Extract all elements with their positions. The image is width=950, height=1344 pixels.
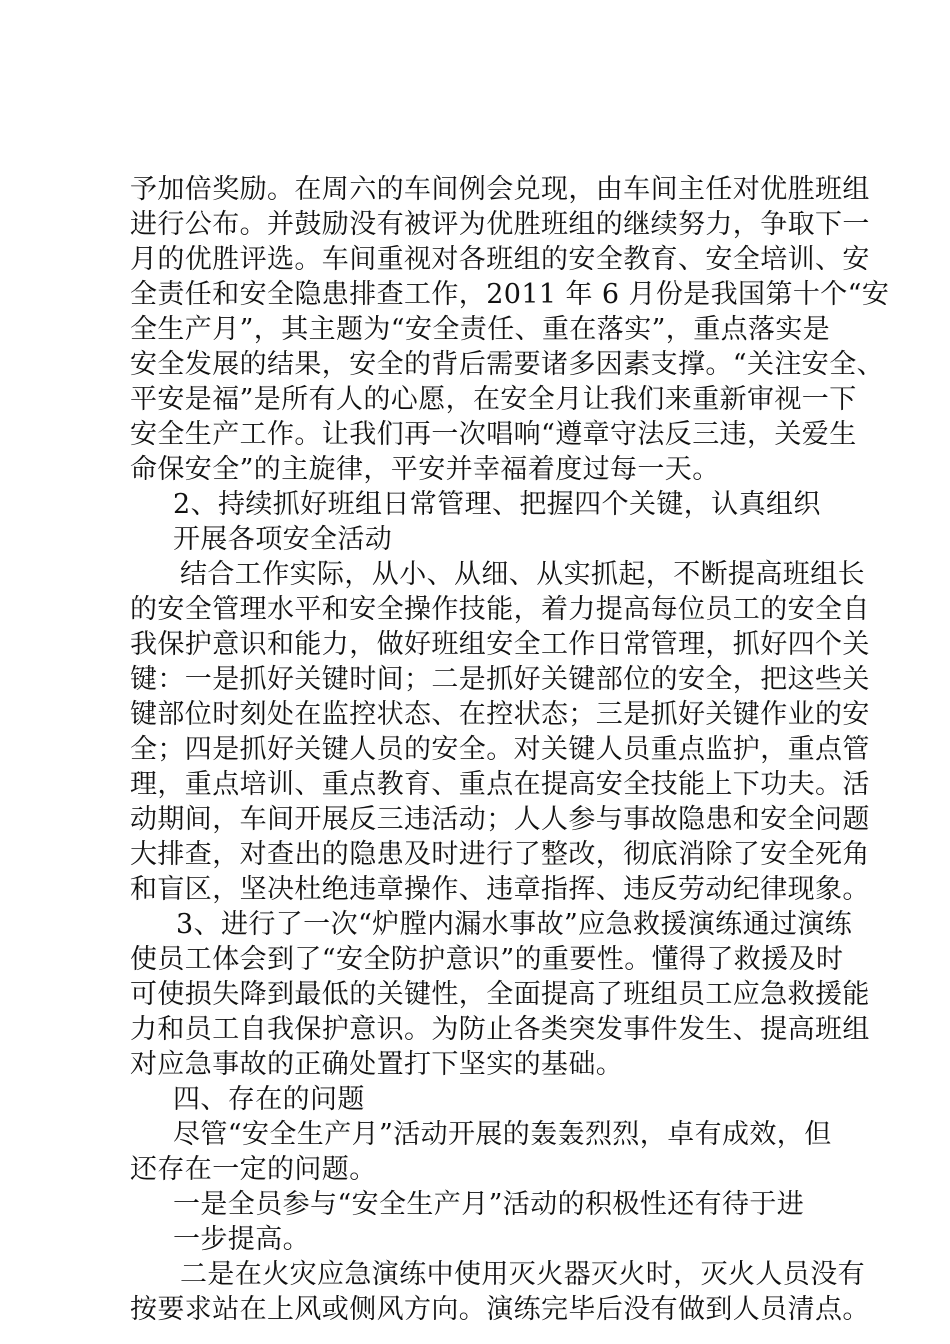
section-heading: 四、存在的问题 (173, 1084, 365, 1115)
text-line: 月的优胜评选。车间重视对各班组的安全教育、安全培训、安 (130, 244, 870, 275)
text-line: 一是全员参与“安全生产月”活动的积极性还有待于进 (173, 1189, 805, 1220)
section-heading: 开展各项安全活动 (173, 524, 393, 555)
text-line: 一步提高。 (173, 1224, 310, 1255)
text-line: 动期间，车间开展反三违活动；人人参与事故隐患和安全问题 (130, 804, 870, 835)
text-line: 可使损失降到最低的关键性，全面提高了班组员工应急救援能 (130, 979, 870, 1010)
text-line: 的安全管理水平和安全操作技能，着力提高每位员工的安全自 (130, 594, 870, 625)
text-line: 安全发展的结果，安全的背后需要诸多因素支撑。“关注安全、 (130, 349, 885, 380)
text-line: 予加倍奖励。在周六的车间例会兑现，由车间主任对优胜班组 (130, 174, 870, 205)
text-line: 按要求站在上风或侧风方向。演练完毕后没有做到人员清点。 (130, 1294, 870, 1325)
text-line: 全责任和安全隐患排查工作，2011 年 6 月份是我国第十个“安 (130, 279, 890, 310)
text-line: 力和员工自我保护意识。为防止各类突发事件发生、提高班组 (130, 1014, 870, 1045)
text-line: 进行公布。并鼓励没有被评为优胜班组的继续努力，争取下一 (130, 209, 870, 240)
text-line: 大排查，对查出的隐患及时进行了整改，彻底消除了安全死角 (130, 839, 870, 870)
text-line: 和盲区，坚决杜绝违章操作、违章指挥、违反劳动纪律现象。 (130, 874, 870, 905)
text-line: 二是在火灾应急演练中使用灭火器灭火时，灭火人员没有 (180, 1259, 865, 1290)
section-heading: 2、持续抓好班组日常管理、把握四个关键，认真组织 (173, 489, 821, 520)
text-line: 全生产月”，其主题为“安全责任、重在落实”，重点落实是 (130, 314, 831, 345)
text-line: 平安是福”是所有人的心愿，在安全月让我们来重新审视一下 (130, 384, 857, 415)
text-line: 安全生产工作。让我们再一次唱响“遵章守法反三违，关爱生 (130, 419, 857, 450)
text-line: 还存在一定的问题。 (130, 1154, 377, 1185)
text-line: 我保护意识和能力，做好班组安全工作日常管理，抓好四个关 (130, 629, 870, 660)
text-line: 命保安全”的主旋律，平安并幸福着度过每一天。 (130, 454, 720, 485)
text-line: 尽管“安全生产月”活动开展的轰轰烈烈，卓有成效，但 (173, 1119, 832, 1150)
text-line: 全；四是抓好关键人员的安全。对关键人员重点监护，重点管 (130, 734, 870, 765)
text-line: 键：一是抓好关键时间；二是抓好关键部位的安全，把这些关 (130, 664, 870, 695)
text-line: 结合工作实际，从小、从细、从实抓起，不断提高班组长 (180, 559, 865, 590)
text-line: 使员工体会到了“安全防护意识”的重要性。懂得了救援及时 (130, 944, 844, 975)
text-line: 3、进行了一次“炉膛内漏水事故”应急救援演练通过演练 (176, 909, 853, 940)
text-line: 理，重点培训、重点教育、重点在提高安全技能上下功夫。活 (130, 769, 870, 800)
text-line: 键部位时刻处在监控状态、在控状态；三是抓好关键作业的安 (130, 699, 870, 730)
text-line: 对应急事故的正确处置打下坚实的基础。 (130, 1049, 624, 1080)
